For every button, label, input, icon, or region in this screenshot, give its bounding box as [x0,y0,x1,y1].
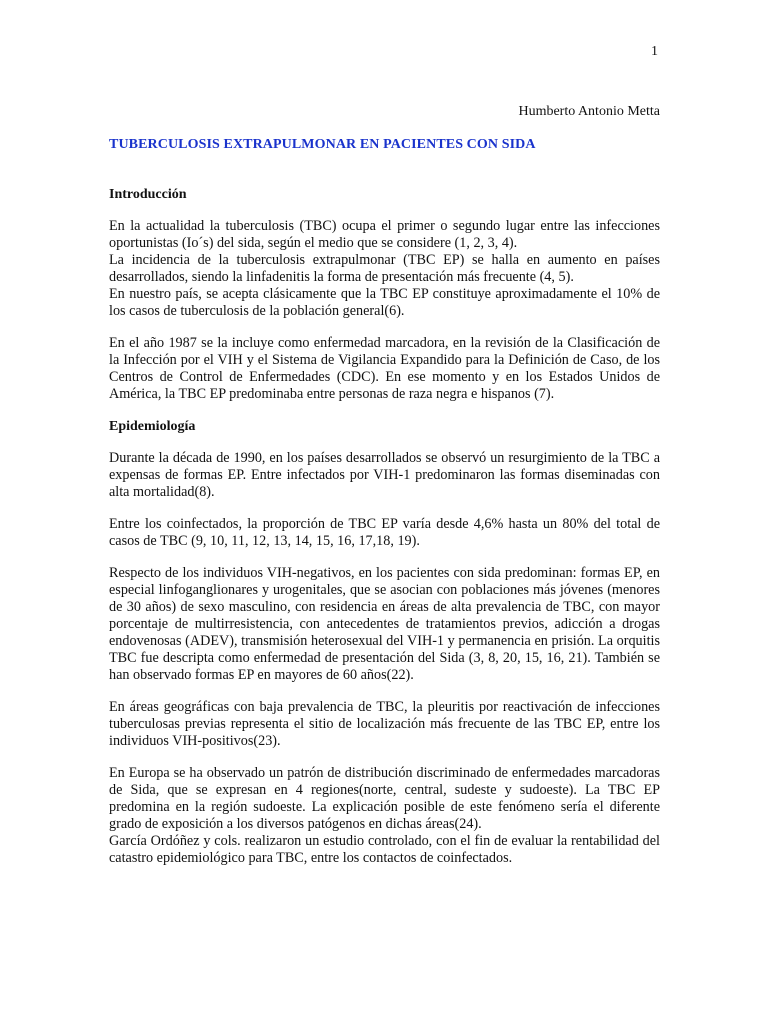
paragraph-line: En la actualidad la tuberculosis (TBC) ocupa el primer o segundo lugar entre las infecciones oportunistas (Io´s) del sida, según el medio que se considere (1, 2, 3, 4). [109,218,660,251]
paragraph-line: En áreas geográficas con baja prevalencia de TBC, la pleuritis por reactivación de infecciones tuberculosas previas representa el sitio de localización más frecuente de las TBC EP, entre los individuos VIH-positivos(23). [109,699,660,749]
paragraph [109,765,660,867]
paragraph-line: En nuestro país, se acepta clásicamente que la TBC EP constituye aproximadamente el 10% de los casos de tuberculosis de la población general(6). [109,286,660,319]
paragraph-line: Respecto de los individuos VIH-negativos, en los pacientes con sida predominan: formas EP, en especial linfoganglionares y urogenitales, que se asocian con poblaciones más jóvenes (menores de 30 años) de sexo masculino, con residencia en áreas de alta prevalencia de TBC, con mayor porcentaje de multirresistencia, con antecedentes de tratamientos previos, adicción a drogas endovenosas (ADEV), transmisión heterosexual del VIH-1 y permanencia en prisión. La orquitis TBC fue descripta como enfermedad de presentación del Sida (3, 8, 20, 15, 16, 21). También se han observado formas EP en mayores de 60 años(22). [109,565,660,683]
paragraph [109,516,660,550]
paragraph [109,565,660,684]
author-name: Humberto Antonio Metta [518,104,660,119]
paragraph [109,218,660,320]
section-heading-epidemiologia: Epidemiología [109,419,196,434]
paragraph-line: Entre los coinfectados, la proporción de TBC EP varía desde 4,6% hasta un 80% del total de casos de TBC (9, 10, 11, 12, 13, 14, 15, 16, 17,18, 19). [109,516,660,549]
paragraph-line: García Ordóñez y cols. realizaron un estudio controlado, con el fin de evaluar la rentabilidad del catastro epidemiológico para TBC, entre los contactos de coinfectados. [109,833,660,866]
document-body [109,186,660,882]
paragraph-line: En Europa se ha observado un patrón de distribución discriminado de enfermedades marcadoras de Sida, que se expresan en 4 regiones(norte, central, sudeste y sudoeste). La TBC EP predomina en la región sudoeste. La explicación posible de este fenómeno sería el diferente grado de exposición a los diversos patógenos en dichas áreas(24). [109,765,660,832]
paragraph [109,699,660,750]
page-number: 1 [651,44,658,59]
paragraph-line: En el año 1987 se la incluye como enfermedad marcadora, en la revisión de la Clasificación de la Infección por el VIH y el Sistema de Vigilancia Expandido para la Definición de Caso, de los Centros de Control de Enfermedades (CDC). En ese momento y en los Estados Unidos de América, la TBC EP predominaba entre personas de raza negra e hispanos (7). [109,335,660,402]
paragraph [109,335,660,403]
paragraph [109,450,660,501]
paragraph-line: La incidencia de la tuberculosis extrapulmonar (TBC EP) se halla en aumento en países desarrollados, siendo la linfadenitis la forma de presentación más frecuente (4, 5). [109,252,660,285]
paragraph-line: Durante la década de 1990, en los países desarrollados se observó un resurgimiento de la TBC a expensas de formas EP. Entre infectados por VIH-1 predominaron las formas diseminadas con alta mortalidad(8). [109,450,660,500]
section-heading-introduccion: Introducción [109,187,187,202]
document-title: TUBERCULOSIS EXTRAPULMONAR EN PACIENTES CON SIDA [109,137,536,152]
